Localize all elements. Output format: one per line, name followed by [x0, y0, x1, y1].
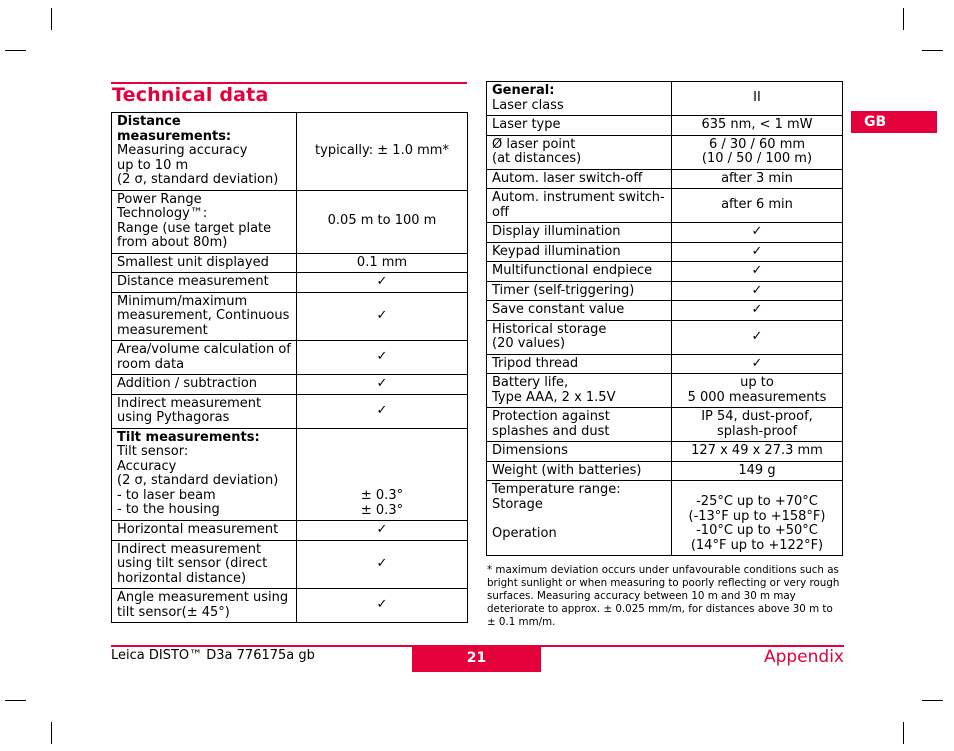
- spec-row: [112, 190, 468, 253]
- spec-row: [487, 262, 843, 282]
- spec-label: Save constant value: [487, 301, 672, 321]
- spec-value: 0.1 mm: [297, 253, 468, 273]
- footnote: * maximum deviation occurs under unfavourable conditions such as bright sunlight or when measuring to poorly reflecting or very rough surfaces. Measuring accuracy between 10 m and 30 m may deteriorate to approx. ± 0.025 mm/m, for distances above 30 m to ± 0.1 mm/m.: [487, 564, 840, 628]
- checkmark-icon: ✓: [672, 281, 843, 301]
- checkmark-icon: ✓: [672, 354, 843, 374]
- checkmark-icon: ✓: [672, 223, 843, 243]
- spec-label: Power Range Technology™: Range (use target plate from about 80m): [112, 190, 297, 253]
- checkmark-icon: ✓: [672, 242, 843, 262]
- spec-label-text: Tilt sensor: Accuracy (2 σ, standard deviation) - to laser beam - to the housing: [117, 444, 279, 517]
- spec-value: II: [672, 82, 843, 116]
- spec-row: [112, 253, 468, 273]
- spec-row: [112, 394, 468, 428]
- language-tab-gb: GB: [851, 111, 937, 133]
- spec-label: Addition / subtraction: [112, 375, 297, 395]
- spec-row: [487, 408, 843, 442]
- spec-row: [112, 540, 468, 589]
- page-title: Technical data: [112, 84, 269, 106]
- spec-label: [487, 82, 672, 116]
- spec-label: Distance measurement: [112, 273, 297, 293]
- checkmark-icon: ✓: [297, 540, 468, 589]
- spec-label: Horizontal measurement: [112, 521, 297, 541]
- spec-label: Tripod thread: [487, 354, 672, 374]
- spec-row: [112, 341, 468, 375]
- spec-label: Laser type: [487, 116, 672, 136]
- spec-row: [487, 135, 843, 169]
- spec-row: [112, 292, 468, 341]
- checkmark-icon: ✓: [297, 394, 468, 428]
- spec-label-text: Laser class: [492, 97, 564, 113]
- spec-label: Ø laser point (at distances): [487, 135, 672, 169]
- spec-label: Indirect measurement using Pythagoras: [112, 394, 297, 428]
- spec-label: Timer (self-triggering): [487, 281, 672, 301]
- footer-product-label: Leica DISTO™ D3a 776175a gb: [111, 648, 315, 663]
- spec-value: IP 54, dust-proof, splash-proof: [672, 408, 843, 442]
- checkmark-icon: ✓: [297, 273, 468, 293]
- spec-label: Autom. instrument switch-off: [487, 189, 672, 223]
- spec-value: 149 g: [672, 461, 843, 481]
- crop-mark: [5, 700, 26, 701]
- spec-label-text: Measuring accuracy up to 10 m (2 σ, standard deviation): [117, 143, 279, 187]
- spec-value: 0.05 m to 100 m: [297, 190, 468, 253]
- spec-label: Minimum/maximum measurement, Continuous measurement: [112, 292, 297, 341]
- crop-mark: [51, 722, 52, 744]
- spec-value: after 3 min: [672, 169, 843, 189]
- checkmark-icon: ✓: [672, 262, 843, 282]
- spec-row: [487, 82, 843, 116]
- spec-label: Battery life, Type AAA, 2 x 1.5V: [487, 374, 672, 408]
- spec-label: Indirect measurement using tilt sensor (direct horizontal distance): [112, 540, 297, 589]
- crop-mark: [922, 50, 943, 51]
- spec-label: Protection against splashes and dust: [487, 408, 672, 442]
- spec-label: Temperature range: Storage Operation: [487, 481, 672, 556]
- crop-mark: [51, 8, 52, 30]
- section-heading: General:: [492, 83, 555, 98]
- spec-row: [112, 375, 468, 395]
- spec-label: [112, 428, 297, 521]
- spec-row: [487, 320, 843, 354]
- spec-row: [487, 354, 843, 374]
- technical-data-table-left: [111, 112, 468, 623]
- crop-mark: [922, 700, 943, 701]
- spec-row: [487, 481, 843, 556]
- spec-label: [112, 113, 297, 191]
- spec-row: [487, 242, 843, 262]
- spec-value: after 6 min: [672, 189, 843, 223]
- technical-data-table-right: [486, 81, 843, 556]
- spec-value: -25°C up to +70°C (-13°F up to +158°F) -10°C up to +50°C (14°F up to +122°F): [672, 481, 843, 556]
- spec-row: [112, 113, 468, 191]
- spec-value: ± 0.3° ± 0.3°: [297, 428, 468, 521]
- spec-label: Area/volume calculation of room data: [112, 341, 297, 375]
- spec-row: [487, 116, 843, 136]
- section-heading: Tilt measurements:: [117, 429, 260, 445]
- spec-label: Angle measurement using tilt sensor(± 45°): [112, 589, 297, 623]
- spec-value: 635 nm, < 1 mW: [672, 116, 843, 136]
- crop-mark: [5, 50, 26, 51]
- spec-row: [112, 521, 468, 541]
- spec-row: [487, 189, 843, 223]
- checkmark-icon: ✓: [297, 292, 468, 341]
- spec-value: 6 / 30 / 60 mm (10 / 50 / 100 m): [672, 135, 843, 169]
- crop-mark: [903, 8, 904, 30]
- spec-row: [487, 281, 843, 301]
- spec-label: Keypad illumination: [487, 242, 672, 262]
- spec-label: Weight (with batteries): [487, 461, 672, 481]
- spec-value: 127 x 49 x 27.3 mm: [672, 442, 843, 462]
- spec-value: typically: ± 1.0 mm*: [297, 113, 468, 191]
- checkmark-icon: ✓: [297, 341, 468, 375]
- spec-label: Display illumination: [487, 223, 672, 243]
- spec-label: Multifunctional endpiece: [487, 262, 672, 282]
- spec-value: up to 5 000 measurements: [672, 374, 843, 408]
- section-heading: Distance measurements:: [117, 114, 232, 144]
- spec-label: Historical storage (20 values): [487, 320, 672, 354]
- checkmark-icon: ✓: [672, 320, 843, 354]
- checkmark-icon: ✓: [297, 375, 468, 395]
- page-number: 21: [412, 647, 541, 672]
- spec-row: [112, 273, 468, 293]
- spec-row: [487, 223, 843, 243]
- spec-label: Dimensions: [487, 442, 672, 462]
- checkmark-icon: ✓: [297, 521, 468, 541]
- spec-row: [112, 589, 468, 623]
- spec-row: [487, 442, 843, 462]
- spec-label: Smallest unit displayed: [112, 253, 297, 273]
- spec-label: Autom. laser switch-off: [487, 169, 672, 189]
- spec-row: [487, 301, 843, 321]
- spec-row: [487, 374, 843, 408]
- spec-row: [112, 428, 468, 521]
- checkmark-icon: ✓: [297, 589, 468, 623]
- spec-row: [487, 169, 843, 189]
- checkmark-icon: ✓: [672, 301, 843, 321]
- spec-row: [487, 461, 843, 481]
- section-name: Appendix: [763, 647, 844, 667]
- crop-mark: [903, 722, 904, 744]
